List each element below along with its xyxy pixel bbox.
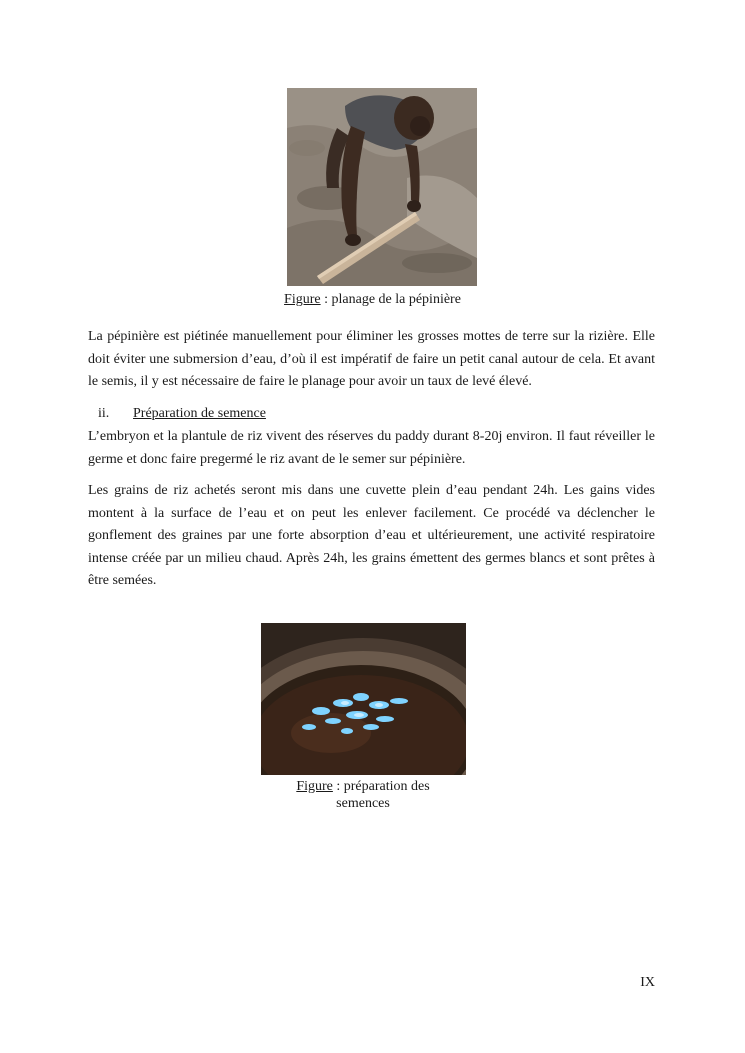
figure-label: Figure bbox=[296, 779, 333, 794]
paragraph-nursery: La pépinière est piétinée manuellement pour éliminer les grosses mottes de terre sur la rizière. Elle doit éviter une submersion d’eau, d’où il est impératif de faire un petit canal autour de cela. Et avant le semis, il y est nécessaire de faire le planage pour avoir un taux de levé élevé. bbox=[88, 329, 655, 389]
photo-illustration-2 bbox=[261, 623, 466, 775]
figure-caption-2 bbox=[282, 778, 444, 812]
figure-label: Figure bbox=[284, 292, 321, 307]
paragraph-embryo: L’embryon et la plantule de riz vivent des réserves du paddy durant 8-20j environ. Il faut réveiller le germe et donc faire pregermé le riz avant de le semer sur pépinière. bbox=[88, 429, 655, 467]
seed-preparation-photo bbox=[261, 623, 466, 775]
section-heading bbox=[88, 403, 266, 425]
section-number: ii. bbox=[98, 406, 110, 421]
figure-caption-1 bbox=[0, 291, 745, 308]
figure-caption-text: : planage de la pépinière bbox=[320, 292, 461, 307]
paragraph-soaking: Les grains de riz achetés seront mis dans une cuvette plein d’eau pendant 24h. Les gains vides montent à la surface de l’eau et on peut les enlever facilement. Ce procédé va déclencher le gonflement des graines par une forte absorption d’eau et ultérieurement, une activité respiratoire intense créée par un milieu chaud. Après 24h, les grains émettent des germes blancs et sont prêtes à être semées. bbox=[88, 483, 655, 588]
figure-caption-text: : préparation des semences bbox=[332, 779, 430, 811]
page-number: IX bbox=[640, 975, 655, 990]
section-title: Préparation de semence bbox=[133, 406, 266, 421]
photo-illustration-1 bbox=[287, 88, 477, 286]
nursery-leveling-photo bbox=[287, 88, 477, 286]
